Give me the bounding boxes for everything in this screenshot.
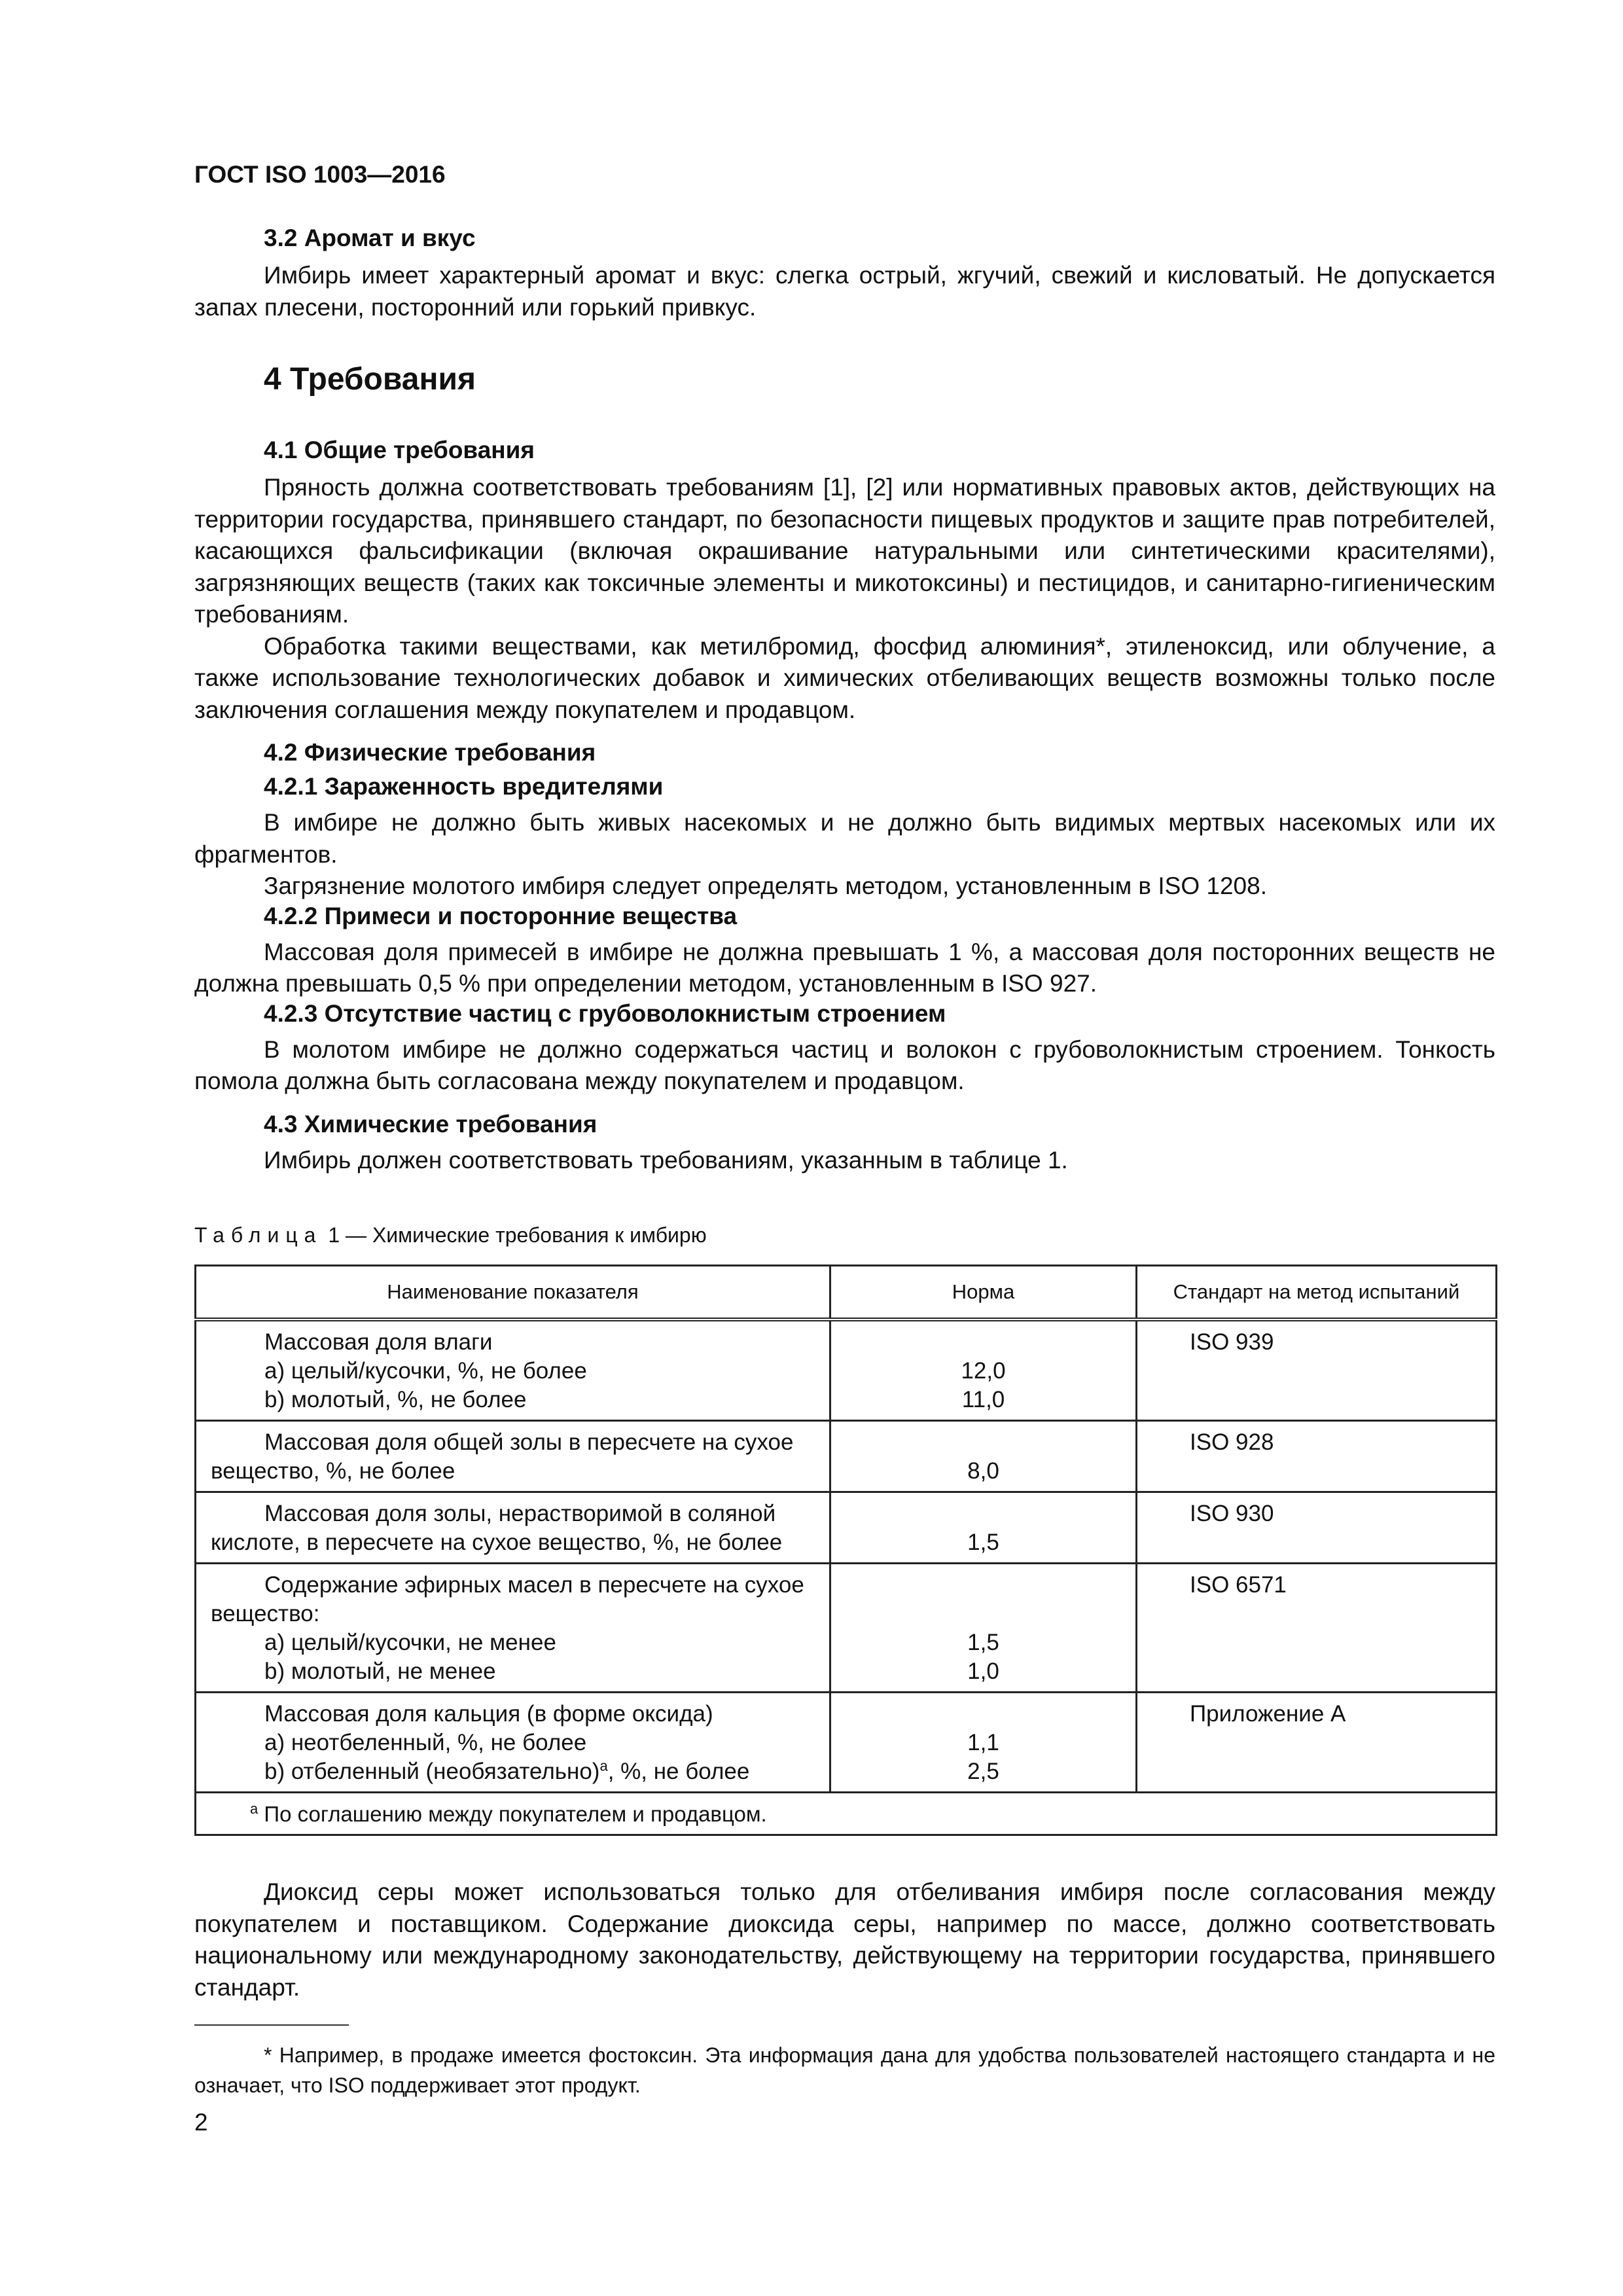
- table-row: [196, 1693, 1497, 1793]
- section-4-2-2-paragraph: Массовая доля примесей в имбире не должна превышать 1 %, а массовая доля посторонних веществ не должна превышать 0,5 % при определении методом, установленным в ISO 927.: [194, 938, 1495, 997]
- indicator-subitem: b) отбеленный (необязательно): [264, 1759, 600, 1784]
- table-row: [196, 1319, 1497, 1421]
- table-header-row: [196, 1266, 1497, 1320]
- norm-cell: [830, 1421, 1137, 1492]
- section-4-2-3-title: 4.2.3 Отсутствие частиц с грубоволокнистым строением: [264, 999, 946, 1027]
- section-4-2-1-paragraph-1: В имбире не должно быть живых насекомых и не должно быть видимых мертвых насекомых или их фрагментов.: [194, 809, 1495, 868]
- norm-cell: [830, 1693, 1137, 1793]
- table-caption-word: Таблица: [194, 1223, 323, 1247]
- section-4-2-3-paragraph: В молотом имбире не должно содержаться частиц и волокон с грубоволокнистым строением. Тонкость помола должна быть согласована между покупателем и продавцом.: [194, 1035, 1495, 1094]
- section-4-1-title: 4.1 Общие требования: [264, 437, 535, 463]
- indicator-subitem: b) молотый, не менее: [264, 1659, 496, 1684]
- indicator-cell: [196, 1693, 830, 1793]
- section-4-2-title: 4.2 Физические требования: [264, 739, 596, 766]
- table-footnote-row: [196, 1793, 1497, 1835]
- norm-value: 2,5: [967, 1759, 999, 1784]
- chemical-requirements-table: [194, 1265, 1497, 1836]
- table-footnote-text: По соглашению между покупателем и продавцом.: [258, 1802, 767, 1826]
- section-4-1-paragraph-1: Пряность должна соответствовать требованиям [1], [2] или нормативных правовых актов, действующих на территории государства, принявшего стандарт, по безопасности пищевых продуктов и защите прав потребителей, касающихся фальсификации (включая окрашивание натуральными или синтетическими красителями), загрязняющих веществ (таких как токсичные элементы и микотоксины) и пестицидов, и санитарно-гигиеническим требованиям.: [194, 474, 1495, 628]
- norm-value: 1,5: [967, 1530, 999, 1555]
- document-page: [194, 161, 1495, 2100]
- section-4-2-1-title: 4.2.1 Зараженность вредителями: [264, 773, 664, 800]
- method-cell: ISO 939: [1137, 1319, 1497, 1421]
- section-4-3-paragraph: Имбирь должен соответствовать требованиям, указанным в таблице 1.: [264, 1146, 1068, 1174]
- document-header: ГОСТ ISO 1003—2016: [194, 161, 446, 188]
- indicator-subitem-tail: , %, не более: [607, 1759, 750, 1784]
- table-row: [196, 1564, 1497, 1693]
- indicator-name-continued: кислоте, в пересчете на сухое вещество, %, не более: [211, 1530, 783, 1555]
- table-caption: [194, 1223, 1495, 1247]
- table-footnote-marker: а: [250, 1801, 259, 1817]
- indicator-name-continued: вещество, %, не более: [211, 1458, 455, 1484]
- method-cell: ISO 928: [1137, 1421, 1497, 1492]
- indicator-name: Массовая доля влаги: [264, 1329, 493, 1355]
- indicator-subitem: a) целый/кусочки, не менее: [264, 1630, 556, 1655]
- table-header-indicator: Наименование показателя: [196, 1266, 830, 1320]
- indicator-cell: [196, 1564, 830, 1693]
- table-footnote: [196, 1793, 1497, 1835]
- norm-cell: [830, 1564, 1137, 1693]
- table-header-method: Стандарт на метод испытаний: [1137, 1266, 1497, 1320]
- norm-value: 11,0: [961, 1387, 1005, 1412]
- table-row: [196, 1421, 1497, 1492]
- norm-value: 12,0: [961, 1358, 1006, 1384]
- method-cell: ISO 6571: [1137, 1564, 1497, 1693]
- indicator-subitem: b) молотый, %, не более: [264, 1387, 527, 1412]
- norm-value: 1,5: [967, 1630, 999, 1655]
- page-footnote: * Например, в продаже имеется фостоксин. Эта информация дана для удобства пользователей настоящего стандарта и не означает, что ISO поддерживает этот продукт.: [194, 2043, 1495, 2097]
- indicator-name: Массовая доля золы, нерастворимой в соляной: [264, 1501, 776, 1526]
- method-cell: ISO 930: [1137, 1492, 1497, 1564]
- indicator-cell: [196, 1492, 830, 1564]
- indicator-cell: [196, 1421, 830, 1492]
- section-3-2-title: 3.2 Аромат и вкус: [264, 224, 476, 251]
- section-4-2-2-title: 4.2.2 Примеси и посторонние вещества: [264, 902, 738, 929]
- method-cell: Приложение А: [1137, 1693, 1497, 1793]
- indicator-subitem: a) неотбеленный, %, не более: [264, 1730, 587, 1755]
- footnote-separator: [194, 2024, 349, 2026]
- indicator-name: Содержание эфирных масел в пересчете на сухое: [264, 1572, 804, 1598]
- section-4-3-title: 4.3 Химические требования: [264, 1110, 597, 1138]
- table-header-norm: Норма: [830, 1266, 1137, 1320]
- section-3-2-text: Имбирь имеет характерный аромат и вкус: слегка острый, жгучий, свежий и кисловатый. Не допускается запах плесени, посторонний или горький привкус.: [194, 262, 1495, 321]
- norm-value: 8,0: [967, 1458, 999, 1484]
- indicator-name-continued: вещество:: [211, 1601, 320, 1626]
- section-4-1-paragraph-2: Обработка такими веществами, как метилбромид, фосфид алюминия*, этиленоксид, или облучение, а также использование технологических добавок и химических отбеливающих веществ возможны только после заключения соглашения между покупателем и продавцом.: [194, 632, 1495, 723]
- norm-cell: [830, 1492, 1137, 1564]
- indicator-name: Массовая доля кальция (в форме оксида): [264, 1701, 713, 1727]
- section-4-2-1-paragraph-2: Загрязнение молотого имбиря следует определять методом, установленным в ISO 1208.: [264, 872, 1267, 899]
- norm-value: 1,0: [967, 1659, 999, 1684]
- after-table-paragraph: Диоксид серы может использоваться только для отбеливания имбиря после согласования между покупателем и поставщиком. Содержание диоксида серы, например по массе, должно соответствовать национальному или международному законодательству, действующему на территории государства, принявшего стандарт.: [194, 1878, 1495, 2001]
- norm-value: 1,1: [967, 1730, 999, 1755]
- table-row: [196, 1492, 1497, 1564]
- indicator-name: Массовая доля общей золы в пересчете на сухое: [264, 1429, 794, 1455]
- indicator-subitem: a) целый/кусочки, %, не более: [264, 1358, 587, 1384]
- page-number: 2: [194, 2109, 208, 2136]
- indicator-cell: [196, 1319, 830, 1421]
- footnote-marker: a: [599, 1757, 608, 1774]
- table-caption-rest: 1 — Химические требования к имбирю: [322, 1223, 707, 1247]
- norm-cell: [830, 1319, 1137, 1421]
- section-4-title: 4 Требования: [264, 362, 476, 397]
